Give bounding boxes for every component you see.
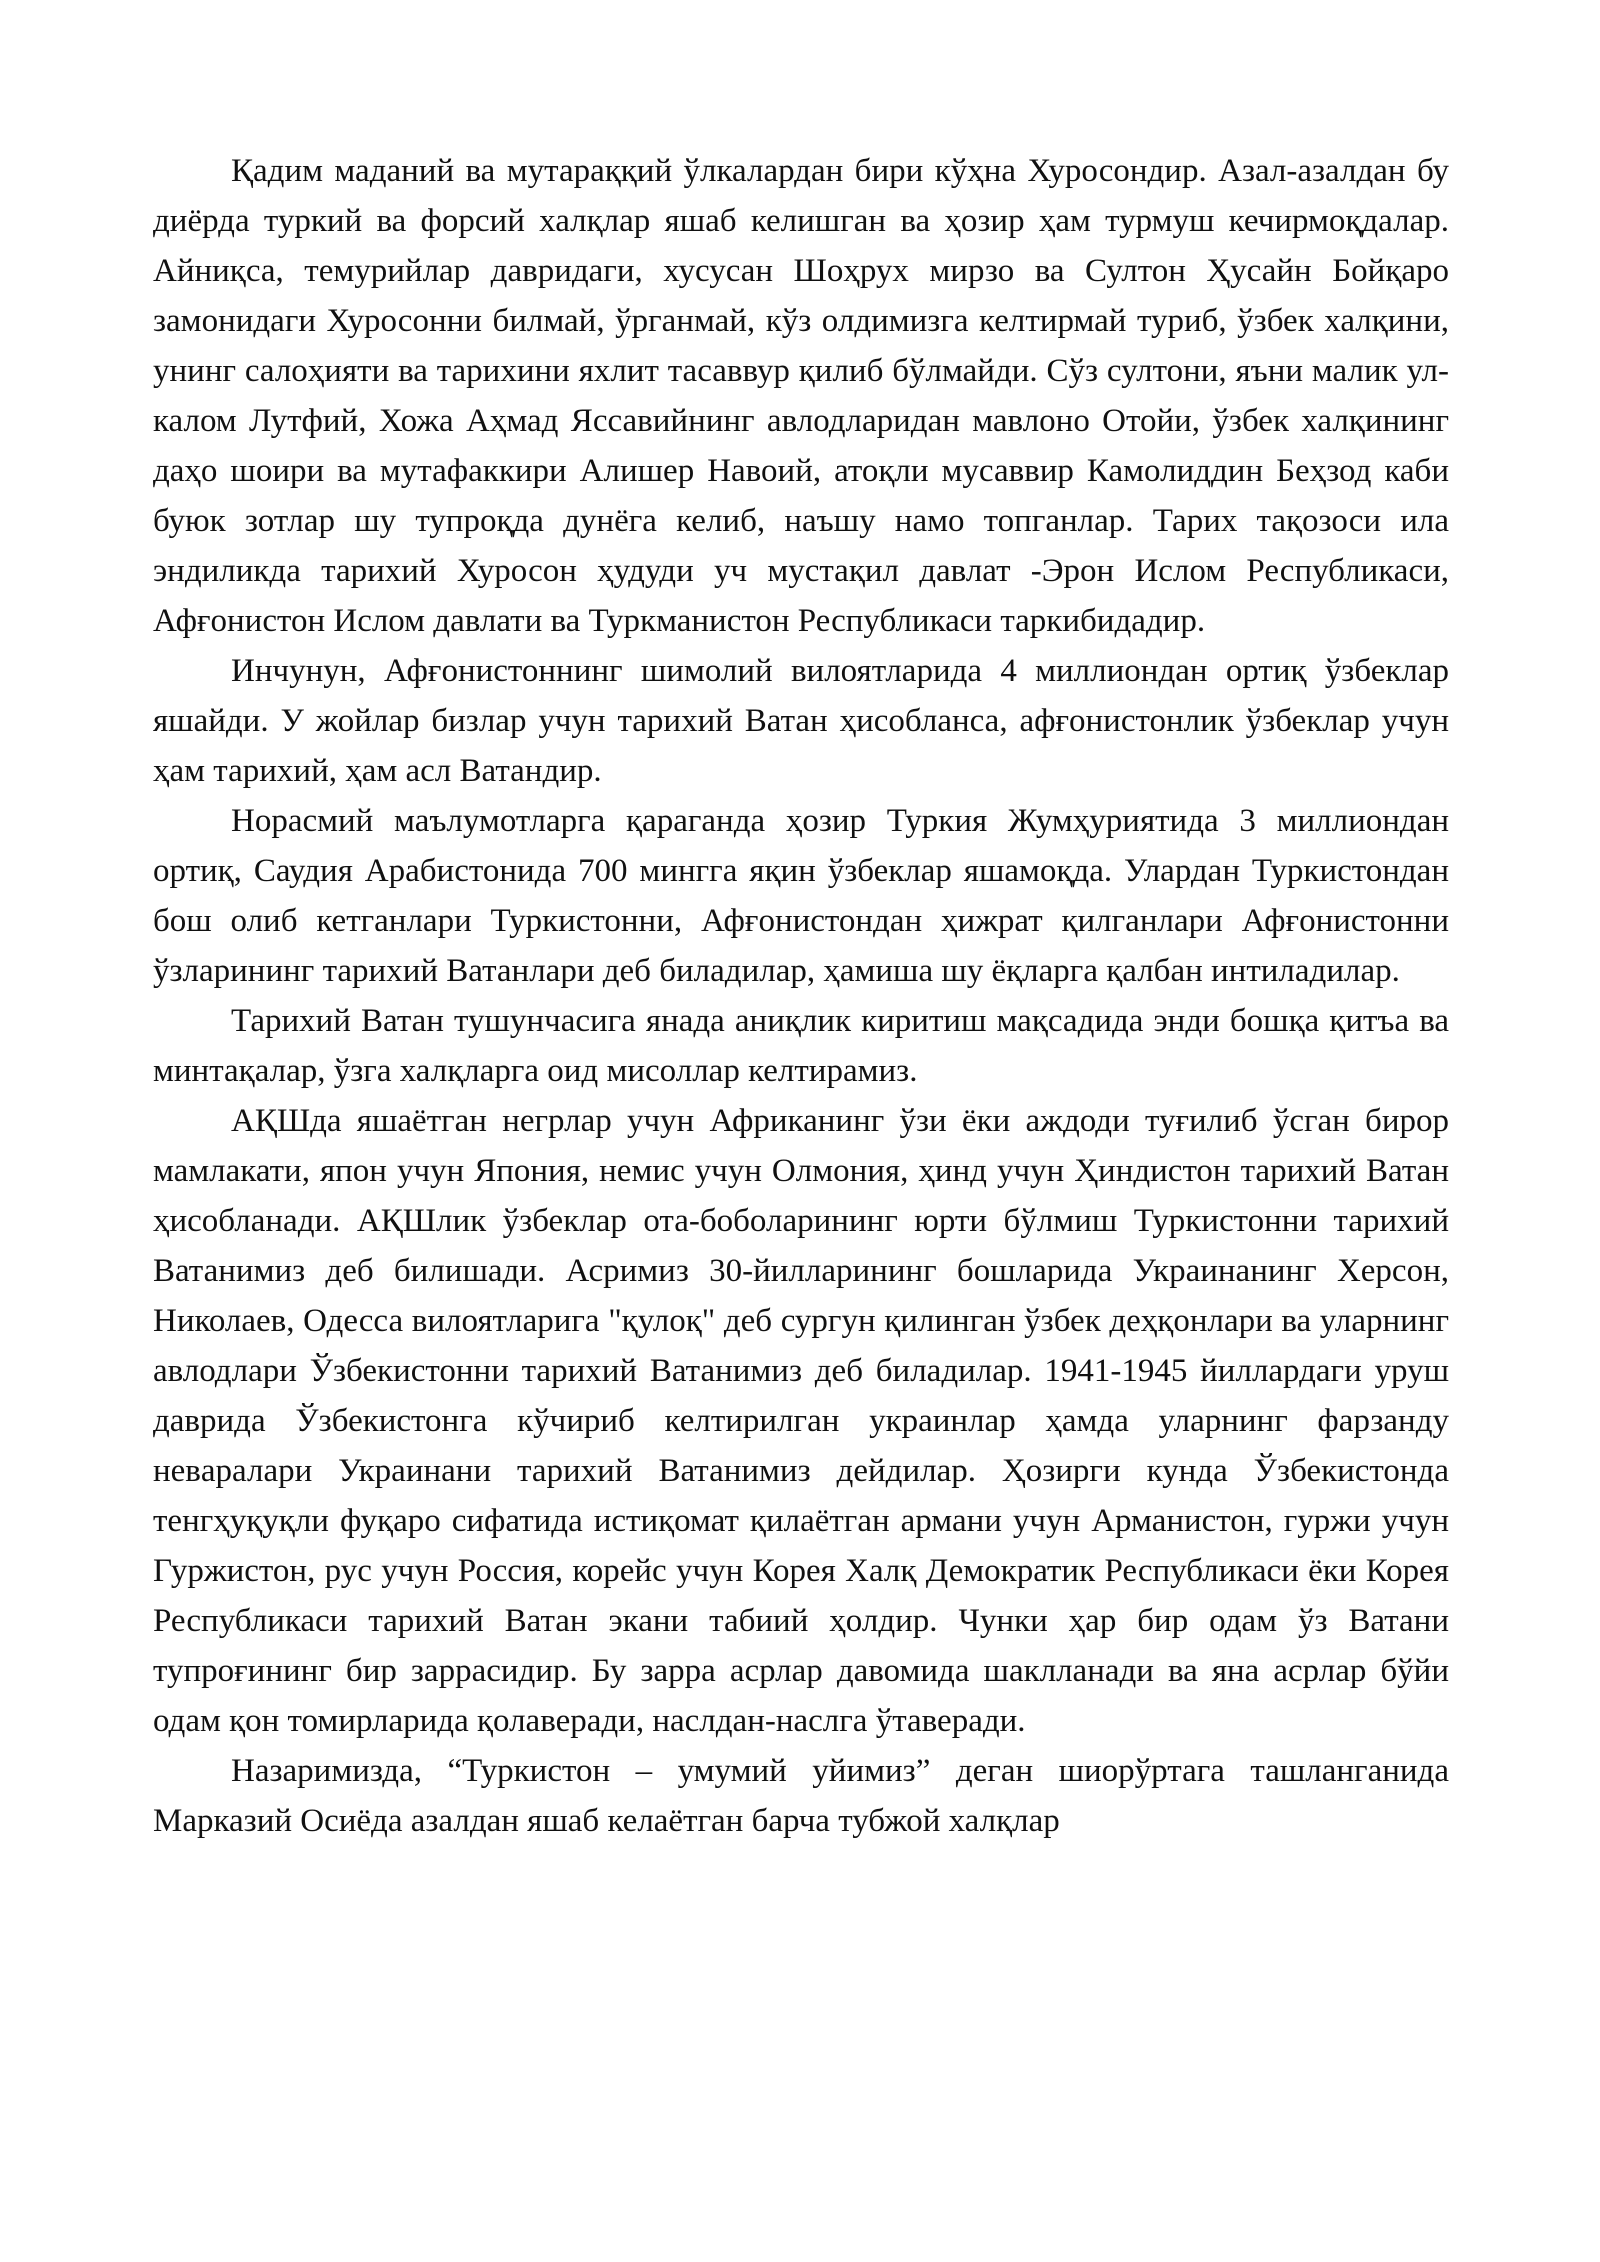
paragraph-turkey-saudi: Норасмий маълумотларга қараганда ҳозир Туркия Жумҳуриятида 3 миллиондан ортиқ, Саудия Арабистонида 700 мингга яқин ўзбеклар яшамоқда. Улардан Туркистондан бош олиб кетганлари Туркистонни, Афғонистондан ҳижрат қилганлари Афғонистонни ўзларининг тарихий Ватанлари деб биладилар, ҳамиша шу ёқларга қалбан интиладилар. (153, 803, 1449, 989)
paragraph-khorasan: Қадим маданий ва мутараққий ўлкалардан бири кўҳна Хуросондир. Азал-азалдан бу диёрда туркий ва форсий халқлар яшаб келишган ва ҳозир ҳам турмуш кечирмоқдалар. Айниқса, темурийлар давридаги, хусусан Шоҳрух мирзо ва Султон Ҳусайн Бойқаро замонидаги Хуросонни билмай, ўрганмай, кўз олдимизга келтирмай туриб, ўзбек халқини, унинг салоҳияти ва тарихини яхлит тасаввур қилиб бўлмайди. Сўз султони, яъни малик ул-калом Лутфий, Хожа Аҳмад Яссавийнинг авлодларидан мавлоно Отойи, ўзбек халқининг даҳо шоири ва мутафаккири Алишер Навоий, атоқли мусаввир Камолиддин Беҳзод каби буюк зотлар шу тупроқда дунёга келиб, наъшу намо топганлар. Тарих тақозоси ила эндиликда тарихий Хуросон ҳудуди уч мустақил давлат -Эрон Ислом Республикаси, Афғонистон Ислом давлати ва Туркманистон Республикаси таркибидадир. (153, 153, 1449, 639)
paragraph-turkestan-common-home: Назаримизда, “Туркистон – умумий уйимиз” деган шиорўртага ташланганида Марказий Осиёда азалдан яшаб келаётган барча тубжой халқлар (153, 1753, 1449, 1839)
paragraph-afghanistan-uzbeks: Инчунун, Афғонистоннинг шимолий вилоятларида 4 миллиондан ортиқ ўзбеклар яшайди. У жойлар бизлар учун тарихий Ватан ҳисобланса, афғонистонлик ўзбеклар учун ҳам тарихий, ҳам асл Ватандир. (153, 653, 1449, 789)
paragraph-usa-examples: АҚШда яшаётган негрлар учун Африканинг ўзи ёки аждоди туғилиб ўсган бирор мамлакати, япон учун Япония, немис учун Олмония, ҳинд учун Ҳиндистон тарихий Ватан ҳисобланади. АҚШлик ўзбеклар ота-боболарининг юрти бўлмиш Туркистонни тарихий Ватанимиз деб билишади. Асримиз 30-йилларининг бошларида Украинанинг Херсон, Николаев, Одесса вилоятларига "қулоқ" деб сургун қилинган ўзбек деҳқонлари ва уларнинг авлодлари Ўзбекистонни тарихий Ватанимиз деб биладилар. 1941-1945 йиллардаги уруш даврида Ўзбекистонга кўчириб келтирилган украинлар ҳамда уларнинг фарзанду невaралари Украинани тарихий Ватанимиз дейдилар. Ҳозирги кунда Ўзбекистонда тенгҳуқуқли фуқаро сифатида истиқомат қилаётган армани учун Арманистон, гуржи учун Гуржистон, рус учун Россия, корейс учун Корея Халқ Демократик Республикаси ёки Корея Республикаси тарихий Ватан экани табиий ҳолдир. Чунки ҳар бир одам ўз Ватани тупроғининг бир заррасидир. Бу зарра асрлар давомида шаклланади ва яна асрлар бўйи одам қон томирларида қолаверади, наслдан-наслга ўтаверади. (153, 1103, 1449, 1739)
document-body (153, 146, 1449, 1846)
paragraph-historical-homeland-intro: Тарихий Ватан тушунчасига янада аниқлик киритиш мақсадида энди бошқа қитъа ва минтақалар, ўзга халқларга оид мисоллар келтирамиз. (153, 1003, 1449, 1089)
